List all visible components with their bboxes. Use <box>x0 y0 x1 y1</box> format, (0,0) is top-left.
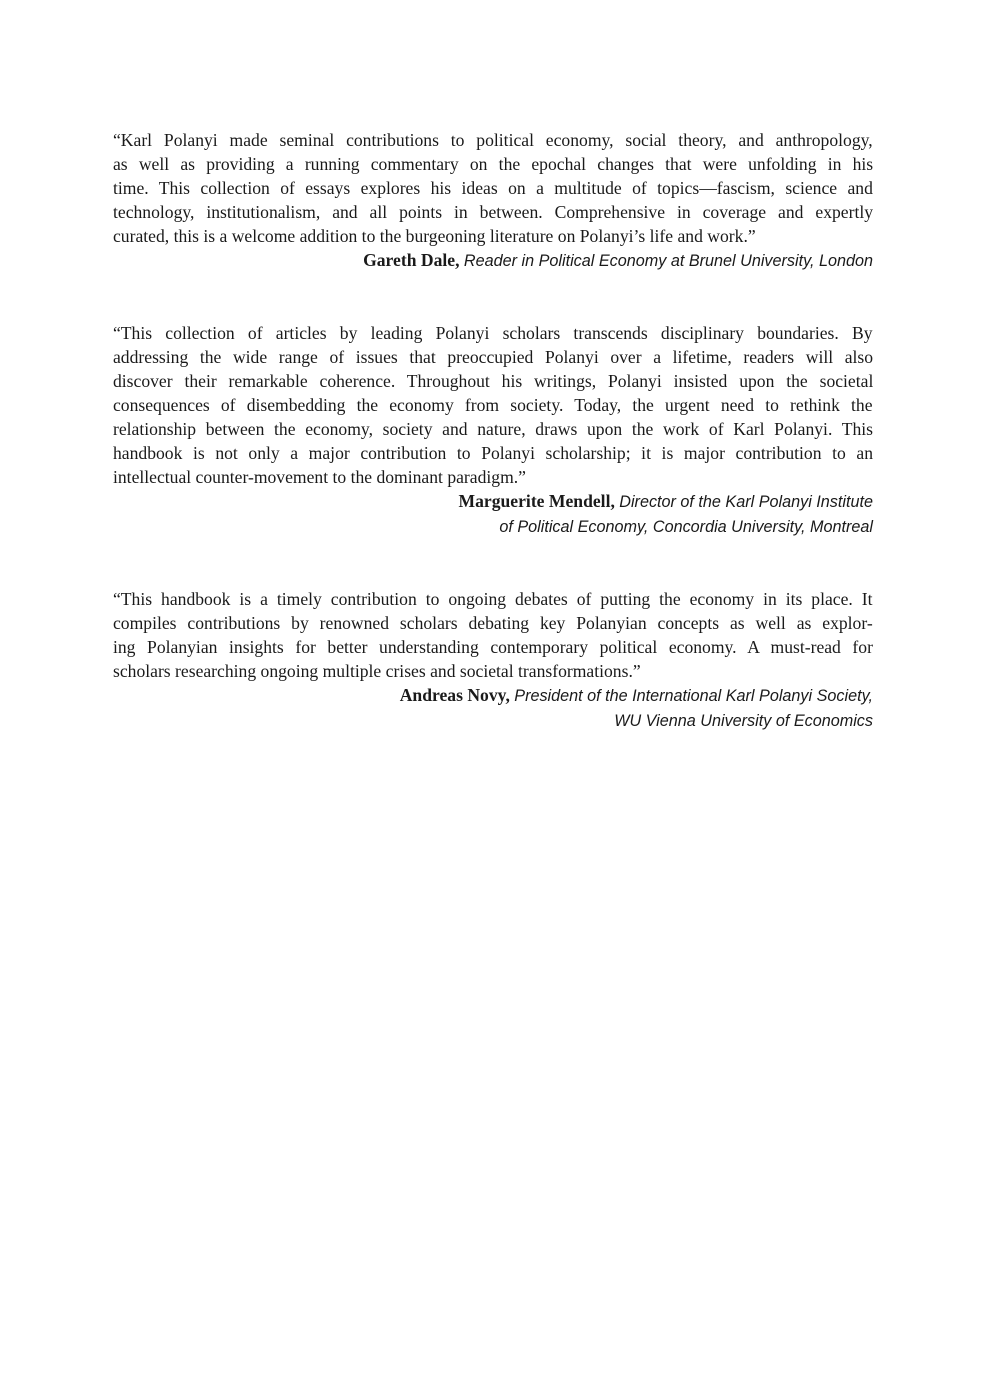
endorser-role: President of the International Karl Polanyi Society, <box>514 687 873 705</box>
endorser-name: Andreas Novy, <box>399 685 510 705</box>
quote-line: compiles contributions by renowned scholars debating key Polanyian concepts as well as explor- <box>113 613 873 633</box>
quote-line: technology, institutionalism, and all points in between. Comprehensive in coverage and expertly <box>113 202 873 222</box>
endorser-role: Director of the Karl Polanyi Institute <box>619 493 873 511</box>
endorsements-page <box>113 128 873 733</box>
endorsement-attribution <box>113 248 873 273</box>
endorser-role: of Political Economy, Concordia University, Montreal <box>499 518 873 536</box>
quote-line: relationship between the economy, society and nature, draws upon the work of Karl Polanyi. This <box>113 419 873 439</box>
quote-line: “This handbook is a timely contribution to ongoing debates of putting the economy in its place. It <box>113 589 873 609</box>
quote-line: as well as providing a running commentary on the epochal changes that were unfolding in his <box>113 154 873 174</box>
endorser-role: Reader in Political Economy at Brunel University, London <box>463 252 873 270</box>
quote-line: “This collection of articles by leading Polanyi scholars transcends disciplinary boundaries. By <box>113 323 873 343</box>
quote-line: discover their remarkable coherence. Throughout his writings, Polanyi insisted upon the societal <box>113 371 873 391</box>
endorser-role: WU Vienna University of Economics <box>614 712 873 730</box>
endorsement-attribution <box>113 683 873 733</box>
quote-line: intellectual counter-movement to the dominant paradigm.” <box>113 467 526 487</box>
quote-line: time. This collection of essays explores his ideas on a multitude of topics—fascism, science and <box>113 178 873 198</box>
endorsement-mendell <box>113 321 873 539</box>
quote-line: scholars researching ongoing multiple crises and societal transformations.” <box>113 661 641 681</box>
endorser-name: Gareth Dale, <box>363 250 460 270</box>
quote-line: ing Polanyian insights for better understanding contemporary political economy. A must-read for <box>113 637 873 657</box>
endorser-name: Marguerite Mendell, <box>458 491 615 511</box>
endorsement-dale <box>113 128 873 273</box>
quote-line: addressing the wide range of issues that preoccupied Polanyi over a lifetime, readers will also <box>113 347 873 367</box>
quote-line: curated, this is a welcome addition to the burgeoning literature on Polanyi’s life and work.” <box>113 226 756 246</box>
endorsement-quote <box>113 587 873 683</box>
quote-line: handbook is not only a major contribution to Polanyi scholarship; it is major contribution to an <box>113 443 873 463</box>
endorsement-novy <box>113 587 873 733</box>
spacer <box>113 273 873 321</box>
quote-line: “Karl Polanyi made seminal contributions to political economy, social theory, and anthropology, <box>113 130 873 150</box>
endorsement-quote <box>113 321 873 489</box>
quote-line: consequences of disembedding the economy from society. Today, the urgent need to rethink the <box>113 395 873 415</box>
spacer <box>113 539 873 587</box>
endorsement-attribution <box>113 489 873 539</box>
endorsement-quote <box>113 128 873 248</box>
